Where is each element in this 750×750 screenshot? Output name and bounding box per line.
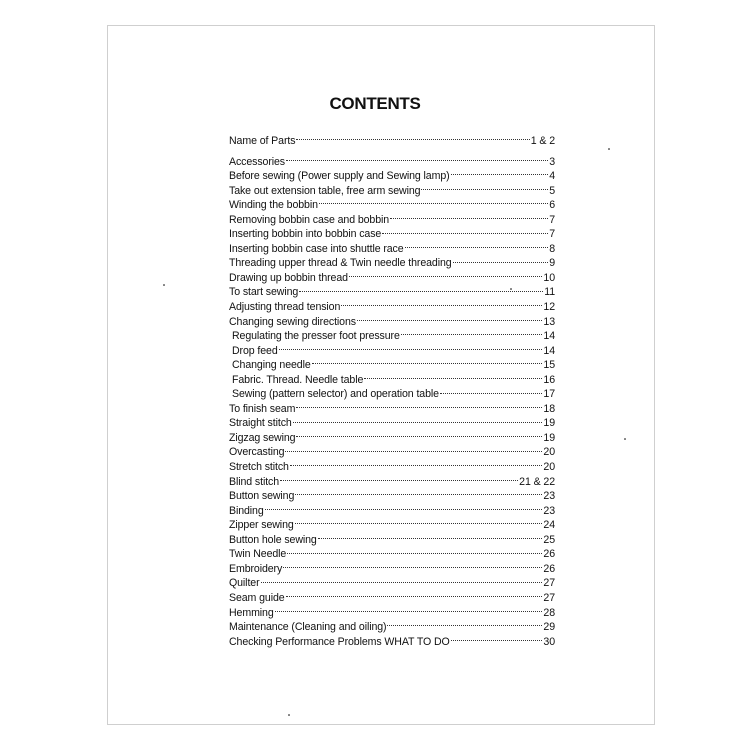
toc-entry: [229, 547, 555, 562]
toc-entry-page: 4: [549, 170, 555, 183]
toc-entry-page: 11: [544, 286, 555, 299]
toc-entry: [229, 387, 555, 402]
toc-entry-label: Twin Needle: [229, 548, 287, 561]
toc-entry: [229, 242, 555, 257]
page-title: CONTENTS: [329, 94, 421, 113]
toc-entry-page: 12: [543, 301, 555, 314]
leader-dots: [275, 610, 543, 612]
leader-dots: [451, 173, 549, 175]
leader-dots: [286, 159, 548, 161]
toc-entry: [229, 431, 555, 446]
toc-entry-page: 30: [543, 635, 555, 648]
toc-entry-page: 7: [549, 213, 555, 226]
toc-entry-label: Binding: [229, 504, 264, 517]
toc-entry: [229, 155, 555, 170]
toc-entry-label: Adjusting thread tension: [229, 301, 341, 314]
toc-entry-page: 24: [543, 519, 555, 532]
leader-dots: [453, 261, 549, 263]
toc-entry-label: Straight stitch: [229, 417, 292, 430]
toc-entry-label: Before sewing (Power supply and Sewing lamp): [229, 170, 450, 183]
toc-entry-label: Blind stitch: [229, 475, 280, 488]
table-of-contents: [229, 134, 555, 649]
leader-dots: [295, 522, 543, 524]
toc-entry-label: Sewing (pattern selector) and operation table: [232, 388, 439, 401]
toc-entry: [229, 504, 555, 519]
toc-entry-label: Threading upper thread & Twin needle threading: [229, 257, 452, 270]
toc-entry-page: 27: [543, 577, 555, 590]
toc-entry: [229, 460, 555, 475]
toc-entry-page: 20: [543, 446, 555, 459]
leader-dots: [287, 552, 542, 554]
leader-dots: [440, 392, 542, 394]
toc-entry: [229, 134, 555, 149]
leader-dots: [295, 493, 542, 495]
leader-dots: [421, 188, 548, 190]
toc-entry-page: 15: [543, 359, 555, 372]
leader-dots: [401, 333, 543, 335]
leader-dots: [405, 246, 549, 248]
toc-entry-label: Overcasting: [229, 446, 285, 459]
toc-entry-label: Checking Performance Problems WHAT TO DO: [229, 635, 450, 648]
toc-entry-label: Take out extension table, free arm sewing: [229, 184, 421, 197]
toc-entry-page: 26: [543, 548, 555, 561]
toc-entry-label: Drop feed: [232, 344, 278, 357]
leader-dots: [341, 304, 542, 306]
leader-dots: [286, 595, 543, 597]
scan-speck: [608, 148, 610, 150]
toc-entry: [229, 344, 555, 359]
toc-entry: [229, 329, 555, 344]
toc-entry-page: 19: [543, 431, 555, 444]
toc-entry: [229, 271, 555, 286]
toc-entry-page: 1 & 2: [530, 135, 555, 147]
toc-entry-label: Zigzag sewing: [229, 431, 296, 444]
toc-entry-page: 19: [543, 417, 555, 430]
toc-entry: [229, 620, 555, 635]
toc-entry: [229, 227, 555, 242]
toc-entry: [229, 213, 555, 228]
leader-dots: [318, 537, 543, 539]
leader-dots: [285, 450, 542, 452]
leader-dots: [357, 319, 542, 321]
toc-entry-page: 3: [549, 155, 555, 168]
leader-dots: [312, 362, 543, 364]
toc-entry-page: 7: [549, 228, 555, 241]
toc-entry-label: Seam guide: [229, 591, 285, 604]
toc-entry-label: Accessories: [229, 155, 286, 168]
toc-entry-page: 20: [543, 461, 555, 474]
toc-entry-label: Button sewing: [229, 490, 295, 503]
toc-entry-page: 23: [543, 490, 555, 503]
scan-speck: [288, 714, 290, 716]
toc-entry: [229, 184, 555, 199]
leader-dots: [293, 421, 543, 423]
leader-dots: [279, 348, 543, 350]
leader-dots: [280, 479, 518, 481]
toc-entry-page: 6: [549, 199, 555, 212]
leader-dots: [261, 581, 543, 583]
toc-entry-page: 26: [543, 562, 555, 575]
toc-entry-label: Regulating the presser foot pressure: [232, 330, 400, 343]
leader-dots: [299, 290, 543, 292]
leader-dots: [296, 138, 529, 140]
leader-dots: [387, 624, 542, 626]
toc-entry: [229, 285, 555, 300]
toc-entry-label: Changing needle: [232, 359, 311, 372]
toc-entry: [229, 518, 555, 533]
leader-dots: [296, 406, 542, 408]
toc-entry-label: Button hole sewing: [229, 533, 317, 546]
toc-entry: [229, 606, 555, 621]
scan-speck: [163, 284, 165, 286]
toc-entry-label: Winding the bobbin: [229, 199, 318, 212]
toc-entry: [229, 402, 555, 417]
toc-entry-page: 9: [549, 257, 555, 270]
toc-entry-page: 8: [549, 242, 555, 255]
toc-entry-label: Quilter: [229, 577, 260, 590]
manual-page: [107, 25, 655, 725]
toc-entry-page: 25: [543, 533, 555, 546]
toc-entry-label: Drawing up bobbin thread: [229, 271, 348, 284]
toc-entry-label: Inserting bobbin into bobbin case: [229, 228, 382, 241]
toc-entry: [229, 489, 555, 504]
toc-entry-label: Changing sewing directions: [229, 315, 356, 328]
toc-entry-page: 14: [543, 330, 555, 343]
toc-entry: [229, 562, 555, 577]
leader-dots: [349, 275, 542, 277]
toc-entry-page: 18: [543, 402, 555, 415]
scan-speck: [624, 438, 626, 440]
toc-entry-page: 5: [549, 184, 555, 197]
toc-entry-page: 29: [543, 621, 555, 634]
toc-entry-label: Embroidery: [229, 562, 283, 575]
toc-entry: [229, 635, 555, 650]
toc-entry: [229, 256, 555, 271]
toc-entry: [229, 475, 555, 490]
leader-dots: [364, 377, 542, 379]
leader-dots: [296, 435, 542, 437]
leader-dots: [290, 464, 543, 466]
toc-entry: [229, 373, 555, 388]
toc-entry-label: To finish seam: [229, 402, 296, 415]
toc-entry: [229, 198, 555, 213]
toc-entry-label: Name of Parts: [229, 135, 296, 147]
toc-entry-page: 16: [543, 373, 555, 386]
toc-entry: [229, 445, 555, 460]
toc-entry-page: 21 & 22: [519, 475, 555, 488]
toc-entry-page: 28: [543, 606, 555, 619]
leader-dots: [319, 202, 548, 204]
toc-entry-page: 10: [543, 271, 555, 284]
toc-entry-page: 27: [543, 591, 555, 604]
toc-entry: [229, 300, 555, 315]
leader-dots: [265, 508, 543, 510]
toc-entry-page: 23: [543, 504, 555, 517]
toc-entry-label: Removing bobbin case and bobbin: [229, 213, 390, 226]
toc-entry: [229, 315, 555, 330]
toc-entry: [229, 169, 555, 184]
toc-entry-label: Hemming: [229, 606, 274, 619]
leader-dots: [382, 232, 548, 234]
toc-entry-label: Stretch stitch: [229, 461, 289, 474]
leader-dots: [390, 217, 548, 219]
toc-entry-label: Fabric. Thread. Needle table: [232, 373, 364, 386]
toc-entry-label: Maintenance (Cleaning and oiling): [229, 621, 387, 634]
toc-entry: [229, 416, 555, 431]
toc-entry-label: Inserting bobbin case into shuttle race: [229, 242, 404, 255]
toc-entry: [229, 533, 555, 548]
toc-entry-page: 13: [543, 315, 555, 328]
toc-entry-label: Zipper sewing: [229, 519, 294, 532]
toc-entry: [229, 358, 555, 373]
toc-entry: [229, 576, 555, 591]
toc-entry: [229, 591, 555, 606]
toc-entry-label: To start sewing: [229, 286, 299, 299]
toc-entry-page: 17: [543, 388, 555, 401]
toc-entry-page: 14: [543, 344, 555, 357]
scan-speck: [510, 288, 512, 290]
leader-dots: [451, 639, 543, 641]
leader-dots: [283, 566, 542, 568]
